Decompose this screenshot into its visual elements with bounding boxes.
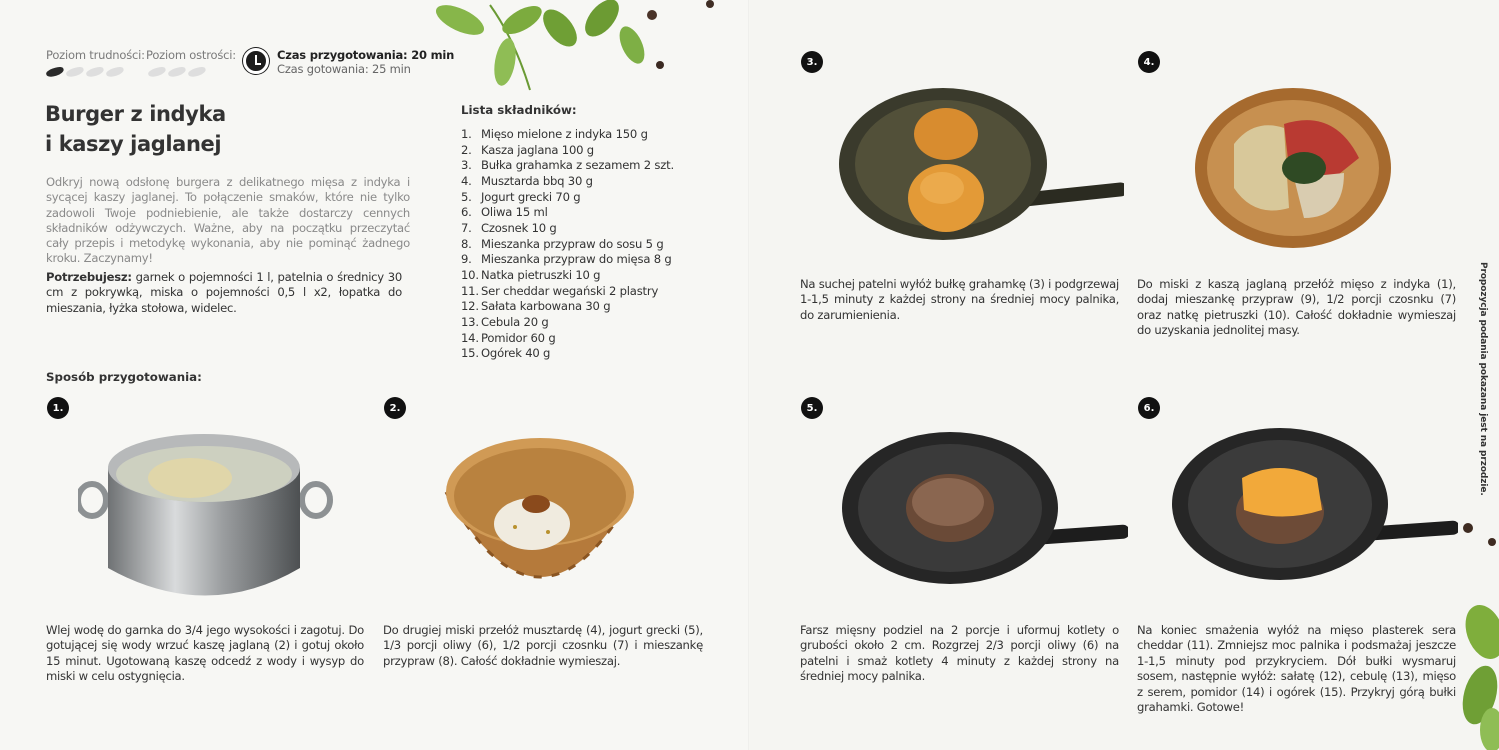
- ingredient-text: Jogurt grecki 70 g: [481, 189, 581, 204]
- spice-rating: [148, 68, 206, 76]
- prep-time: Czas przygotowania: 20 min: [277, 48, 455, 62]
- ingredient-text: Bułka grahamka z sezamem 2 szt.: [481, 158, 674, 173]
- ingredient-item: [461, 284, 674, 300]
- ingredient-number: 14.: [461, 330, 479, 345]
- ingredient-item: [461, 346, 674, 362]
- ingredient-number: 9.: [461, 252, 472, 267]
- ingredient-item: [461, 174, 674, 190]
- ingredient-text: Mieszanka przypraw do mięsa 8 g: [481, 252, 672, 267]
- ingredient-item: [461, 237, 674, 253]
- herb-sprig-decoration: [420, 0, 720, 95]
- ingredient-number: 15.: [461, 346, 479, 361]
- ingredient-item: [461, 315, 674, 331]
- equipment-label: Potrzebujesz:: [46, 270, 132, 284]
- serving-note: Propozycja podania pokazana jest na przodzie.: [1478, 262, 1488, 496]
- ingredient-text: Ogórek 40 g: [481, 346, 551, 361]
- bowl-mix-photo: [1194, 88, 1392, 248]
- ingredient-number: 6.: [461, 205, 472, 220]
- clock-icon: [243, 48, 269, 74]
- ingredient-number: 8.: [461, 236, 472, 251]
- step-text-6: Na koniec smażenia wyłóż na mięso plasterek sera cheddar (11). Zmniejsz moc palnika i podsmażaj jeszcze 1-1,5 minuty pod przykryciem. Dół bułki wysmaruj sosem, następnie wyłóż: sałatę (12), cebulę (13), mięso z serem, pomidor (14) i ogórek (15). Przykryj górą bułki grahamki. Gotowe!: [1137, 623, 1456, 715]
- ingredient-number: 12.: [461, 299, 479, 314]
- recipe-title-line2: i kaszy jaglanej: [45, 132, 222, 156]
- ingredients-list: [461, 127, 674, 362]
- step-text-1: Wlej wodę do garnka do 3/4 jego wysokości i zagotuj. Do gotującej się wody wrzuć kaszę jaglaną (2) i gotuj około 15 minut. Ugotowaną kaszę odcedź z wody i wysyp do miski w celu ostygnięcia.: [46, 623, 364, 684]
- ingredient-item: [461, 190, 674, 206]
- ingredient-item: [461, 158, 674, 174]
- step-badge-3: 3.: [801, 51, 823, 73]
- ingredient-item: [461, 221, 674, 237]
- ingredient-item: [461, 127, 674, 143]
- ingredient-item: [461, 268, 674, 284]
- ingredient-item: [461, 205, 674, 221]
- step-badge-2: 2.: [384, 397, 406, 419]
- bowl-sauce-photo: [440, 432, 640, 602]
- step-badge-1: 1.: [47, 397, 69, 419]
- equipment-text: garnek o pojemności 1 l, patelnia o średnicy 30 cm z pokrywką, miska o pojemności 0,5 l x2, łopatka do mieszania, łyżka stołowa, widelec.: [46, 270, 403, 315]
- step-text-3: Na suchej patelni wyłóż bułkę grahamkę (3) i podgrzewaj 1-1,5 minuty z każdej strony na średniej mocy palnika, do zarumienienia.: [800, 277, 1120, 322]
- pot-photo: [78, 418, 334, 618]
- ingredients-heading: Lista składników:: [461, 103, 577, 117]
- ingredient-text: Czosnek 10 g: [481, 220, 557, 235]
- ingredient-item: [461, 252, 674, 268]
- step-text-2: Do drugiej miski przełóż musztardę (4), jogurt grecki (5), 1/3 porcji oliwy (6), 1/2 porcji czosnku (7) i mieszankę przypraw (8). Całość dokładnie wymieszaj.: [383, 623, 703, 668]
- ingredient-item: [461, 143, 674, 159]
- ingredient-text: Mieszanka przypraw do sosu 5 g: [481, 236, 664, 251]
- pan-patty-photo: [842, 432, 1128, 590]
- ingredient-text: Cebula 20 g: [481, 314, 549, 329]
- ingredient-text: Mięso mielone z indyka 150 g: [481, 127, 648, 141]
- ingredient-text: Pomidor 60 g: [481, 330, 556, 345]
- step-badge-6: 6.: [1138, 397, 1160, 419]
- pan-cheese-patty-photo: [1172, 428, 1458, 586]
- difficulty-label: Poziom trudności:: [46, 48, 145, 62]
- ingredient-number: 4.: [461, 173, 472, 188]
- cook-time: Czas gotowania: 25 min: [277, 62, 411, 76]
- basil-decoration: [1440, 520, 1499, 750]
- ingredient-number: 2.: [461, 142, 472, 157]
- ingredient-text: Kasza jaglana 100 g: [481, 142, 594, 157]
- ingredient-text: Sałata karbowana 30 g: [481, 299, 611, 314]
- step-text-4: Do miski z kaszą jaglaną przełóż mięso z indyka (1), dodaj mieszankę przypraw (9), 1/2 porcji czosnku (7) oraz natkę pietruszki (10). Całość dokładnie wymieszaj do uzyskania jednolitej masy.: [1137, 277, 1456, 338]
- step-badge-4: 4.: [1138, 51, 1160, 73]
- ingredient-number: 10.: [461, 267, 479, 282]
- equipment-needed: [46, 270, 402, 316]
- step-badge-5: 5.: [801, 397, 823, 419]
- step-text-5: Farsz mięsny podziel na 2 porcje i uformuj kotlety o grubości około 2 cm. Rozgrzej 2/3 porcji oliwy (6) na patelni i smaż kotlety 4 minuty z każdej strony na średniej mocy palnika.: [800, 623, 1119, 684]
- method-heading: Sposób przygotowania:: [46, 370, 202, 384]
- ingredient-text: Oliwa 15 ml: [481, 205, 548, 220]
- difficulty-rating: [46, 68, 124, 76]
- ingredient-number: 13.: [461, 314, 479, 329]
- ingredient-number: 11.: [461, 283, 479, 298]
- ingredient-number: 7.: [461, 220, 472, 235]
- spice-label: Poziom ostrości:: [146, 48, 236, 62]
- ingredient-text: Ser cheddar wegański 2 plastry: [481, 283, 659, 298]
- ingredient-number: 1.: [461, 127, 472, 141]
- ingredient-text: Natka pietruszki 10 g: [481, 267, 601, 282]
- ingredient-number: 5.: [461, 189, 472, 204]
- recipe-title-line1: Burger z indyka: [45, 102, 226, 126]
- page-gutter: [748, 0, 750, 750]
- ingredient-text: Musztarda bbq 30 g: [481, 173, 593, 188]
- ingredient-item: [461, 331, 674, 347]
- pan-buns-photo: [838, 88, 1124, 248]
- ingredient-item: [461, 299, 674, 315]
- ingredient-number: 3.: [461, 158, 472, 173]
- recipe-intro: Odkryj nową odsłonę burgera z delikatnego mięsa z indyka i sycącej kaszy jaglanej. To połączenie smaków, które nie tylko zadowoli Twoje podniebienie, ale także dostarczy cennych składników odżywczych. Ważne, aby na początku przeczytać cały przepis i metodykę wykonania, aby nie pominąć żadnego kroku. Zaczynamy!: [46, 175, 410, 266]
